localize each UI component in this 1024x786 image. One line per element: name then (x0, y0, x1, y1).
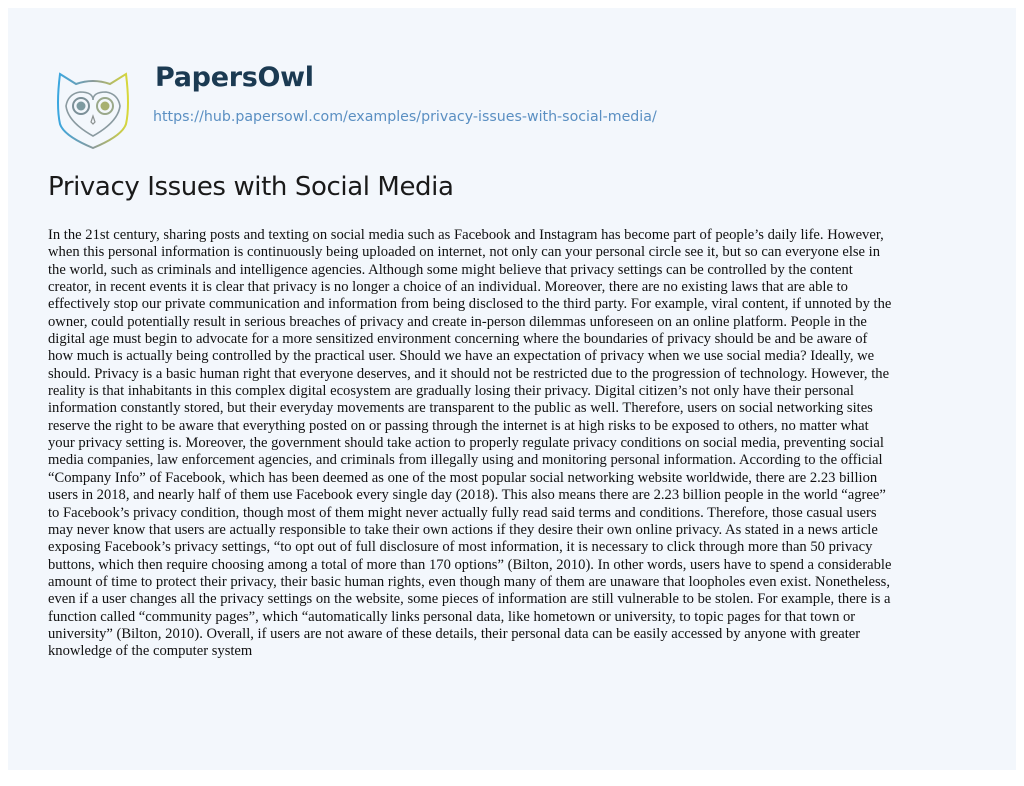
essay-line: reserve the right to be aware that everything posted on or passing through the internet is at high risks to be exposed to others, no matter what (48, 417, 869, 434)
essay-line: In the 21st century, sharing posts and texting on social media such as Facebook and Instagram has become part of people’s daily life. However, (48, 227, 884, 243)
essay-line: effectively stop our private communication and information from being disclosed to the third party. For example, viral content, if unnoted by the (48, 296, 892, 313)
essay-line: creator, in recent events it is clear that privacy is no longer a choice of an individual. Moreover, there are no existing laws that are able to (48, 279, 848, 296)
essay-line: even if a user changes all the privacy settings on the website, some pieces of information are still vulnerable to be stolen. For example, there is a (48, 591, 891, 608)
essay-line: digital age must begin to advocate for a more sensitized environment concerning where the boundaries of privacy should be and be aware of (48, 331, 868, 348)
essay-line: knowledge of the computer system (48, 643, 253, 660)
brand-name: PapersOwl (155, 62, 314, 93)
source-url-link[interactable]: https://hub.papersowl.com/examples/privacy-issues-with-social-media/ (153, 109, 657, 125)
essay-line: how much is actually being controlled by the practical user. Should we have an expectation of privacy when we use social media? Ideally, we (48, 348, 875, 365)
essay-line: should. Privacy is a basic human right that everyone deserves, and it should not be restricted due to the progression of technology. However, the (48, 365, 890, 382)
essay-line: university” (Bilton, 2010). Overall, if users are not aware of these details, their personal data can be easily accessed by anyone with greater (48, 625, 861, 642)
page-card (8, 8, 1016, 770)
essay-line: reality is that inhabitants in this complex digital ecosystem are gradually losing their privacy. Digital citizen’s not only have their personal (48, 383, 854, 400)
owl-logo-icon (50, 66, 136, 156)
essay-line: when this personal information is continuously being uploaded on internet, not only can your personal circle see it, but so can everyone else in (48, 244, 881, 261)
essay-line: may never know that users are actually responsible to take their own actions if they desire their own online privacy. As stated in a news article (48, 521, 878, 538)
essay-line: users in 2018, and nearly half of them use Facebook every single day (2018). This also means there are 2.23 billion people in the world “agree” (48, 487, 886, 504)
essay-line: information constantly stored, but their everyday movements are transparent to the public as well. Therefore, users on social networking sites (48, 400, 873, 417)
essay-line: amount of time to protect their privacy, their basic human rights, even though many of them are unaware that loopholes even exist. Nonetheless, (48, 573, 891, 590)
page-title: Privacy Issues with Social Media (48, 172, 454, 202)
essay-line: owner, could potentially result in serious breaches of privacy and create in-person dilemmas unforeseen on an online platform. People in the (48, 313, 867, 330)
essay-line: your privacy setting is. Moreover, the government should take action to properly regulate privacy conditions on social media, preventing social (48, 435, 884, 452)
essay-line: “Company Info” of Facebook, which has been deemed as one of the most popular social networking website worldwide, there are 2.23 billion (48, 469, 878, 486)
site-header (8, 8, 1016, 158)
essay-line: the world, such as criminals and intelligence agencies. Although some might believe that privacy settings can be controlled by the content (48, 261, 853, 278)
essay-line: function called “community pages”, which “automatically links personal data, like hometown or university, to topic pages for that town or (48, 608, 856, 625)
essay-line: to Facebook’s privacy condition, though most of them might never actually fully read said terms and conditions. Therefore, those casual users (48, 504, 877, 521)
essay-body (48, 227, 968, 661)
essay-line: exposing Facebook’s privacy settings, “to opt out of full disclosure of most information, it is necessary to click through more than 50 privacy (48, 539, 873, 556)
essay-line: buttons, which then require choosing among a total of more than 170 options” (Bilton, 2010). In other words, users have to spend a considerable (48, 556, 892, 573)
essay-line: media companies, law enforcement agencies, and criminals from illegally using and monitoring personal information. According to the official (48, 452, 883, 469)
